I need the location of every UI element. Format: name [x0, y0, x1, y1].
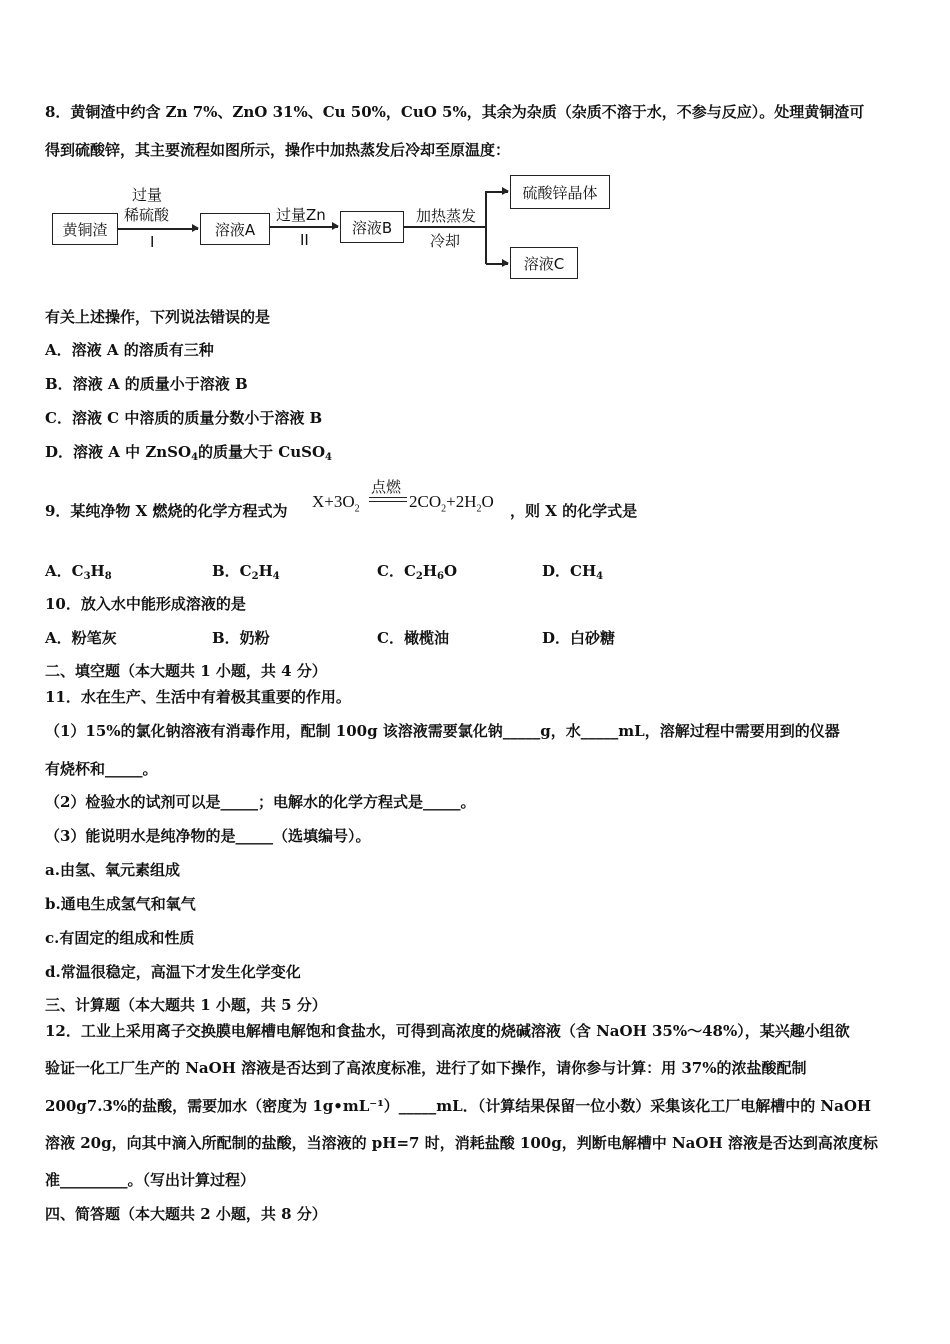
section-3-heading: 三、计算题（本大题共 1 小题，共 5 分） — [45, 996, 327, 1014]
q12-line4: 溶液 20g，向其中滴入所配制的盐酸，当溶液的 pH=7 时，消耗盐酸 100g，判断电解槽中 NaOH 溶液是否达到高浓度标 — [45, 1134, 878, 1152]
q9-option-b: B．$C_2H_4$ — [212, 562, 280, 582]
flow-arrow-2 — [270, 226, 338, 228]
q8-option-c: C．溶液 C 中溶质的质量分数小于溶液 B — [45, 409, 323, 427]
flow-step2-label-bottom: II — [300, 231, 309, 249]
q9-option-a: A．$C_3H_8$ — [45, 562, 112, 582]
q10-option-d: D．白砂糖 — [542, 629, 616, 647]
q12-line2: 验证一化工厂生产的 NaOH 溶液是否达到了高浓度标准，进行了如下操作，请你参与计算：用 37%的浓盐酸配制 — [45, 1059, 807, 1077]
q12-line1: 12．工业上采用离子交换膜电解槽电解饱和食盐水，可得到高浓度的烧碱溶液（含 NaOH 35%～48%），某兴趣小组欲 — [45, 1022, 850, 1040]
flow-step1-label-top1: 过量 — [132, 186, 163, 204]
q11-part1-line1: （1）15%的氯化钠溶液有消毒作用，配制 100g 该溶液需要氯化钠_____g，水_____mL，溶解过程中需要用到的仪器 — [45, 722, 840, 740]
q12-line3: 200g7.3%的盐酸，需要加水（密度为 1g•mL⁻¹）_____mL．（计算结果保留一位小数）采集该化工厂电解槽中的 NaOH — [45, 1097, 872, 1115]
q9-option-c: C．$C_2H_6O$ — [377, 562, 458, 582]
q9-eq-condition: 点燃 — [371, 480, 402, 496]
flow-arrow-1 — [118, 228, 198, 230]
q9-stem-tail: ，则 X 的化学式是 — [510, 502, 638, 520]
flow-line-3 — [404, 226, 486, 228]
q10-stem: 10．放入水中能形成溶液的是 — [45, 595, 246, 613]
q12-line5: 准_________。（写出计算过程） — [45, 1171, 256, 1189]
q8-option-d: D．溶液 A 中 ZnSO$_4$的质量大于 CuSO$_4$ — [45, 443, 332, 463]
q10-option-a: A．粉笔灰 — [45, 629, 117, 647]
flow-step1-label-bottom: I — [150, 233, 155, 251]
flow-box-solution-c: 溶液C — [510, 247, 578, 279]
q10-option-b: B．奶粉 — [212, 629, 270, 647]
section-4-heading: 四、简答题（本大题共 2 小题，共 8 分） — [45, 1205, 327, 1223]
flow-step1-label-top2: 稀硫酸 — [124, 206, 170, 224]
q11-part3: （3）能说明水是纯净物的是_____（选填编号）。 — [45, 827, 371, 845]
flow-box-solution-b: 溶液B — [340, 211, 404, 243]
q9-stem: 9．某纯净物 X 燃烧的化学方程式为 — [45, 502, 288, 520]
flow-arrow-to-crystal — [486, 191, 508, 193]
flow-step2-label-top: 过量Zn — [276, 206, 326, 224]
flow-step3-label-top: 加热蒸发 — [416, 207, 477, 225]
q8-option-a: A．溶液 A 的溶质有三种 — [45, 341, 214, 359]
q11-choice-c: c.有固定的组成和性质 — [45, 929, 195, 947]
flow-box-zinc-sulfate-crystal: 硫酸锌晶体 — [510, 175, 610, 209]
section-2-heading: 二、填空题（本大题共 1 小题，共 4 分） — [45, 662, 327, 680]
q11-choice-a: a.由氢、氧元素组成 — [45, 861, 180, 879]
q11-part2: （2）检验水的试剂可以是_____；电解水的化学方程式是_____。 — [45, 793, 476, 811]
flow-step3-label-bottom: 冷却 — [430, 232, 461, 250]
q11-choice-d: d.常温很稳定，高温下才发生化学变化 — [45, 963, 301, 981]
q11-part1-line2: 有烧杯和_____。 — [45, 760, 158, 778]
q8-option-b: B．溶液 A 的质量小于溶液 B — [45, 375, 248, 393]
q11-choice-b: b.通电生成氢气和氧气 — [45, 895, 196, 913]
flow-box-brass-residue: 黄铜渣 — [52, 213, 118, 245]
flow-box-solution-a: 溶液A — [200, 213, 270, 245]
q9-eq-bar-top — [369, 497, 407, 498]
flow-branch-line — [485, 191, 487, 264]
q8-stem-line1: 8．黄铜渣中约含 Zn 7%、ZnO 31%、Cu 50%，CuO 5%，其余为杂质（杂质不溶于水，不参与反应）。处理黄铜渣可 — [45, 103, 865, 121]
q9-option-d: D．$CH_4$ — [542, 562, 604, 582]
q8-stem-line2: 得到硫酸锌，其主要流程如图所示，操作中加热蒸发后冷却至原温度： — [45, 141, 511, 159]
flow-arrow-to-solution-c — [486, 263, 508, 265]
q8-question: 有关上述操作，下列说法错误的是 — [45, 308, 271, 326]
q10-option-c: C．橄榄油 — [377, 629, 449, 647]
q9-eq-right: $2CO_2+2H_2O$ — [409, 492, 494, 515]
q9-eq-left: $X+3O_2$ — [312, 492, 360, 515]
q11-stem: 11．水在生产、生活中有着极其重要的作用。 — [45, 688, 351, 706]
q9-eq-bar-bottom — [369, 501, 407, 502]
